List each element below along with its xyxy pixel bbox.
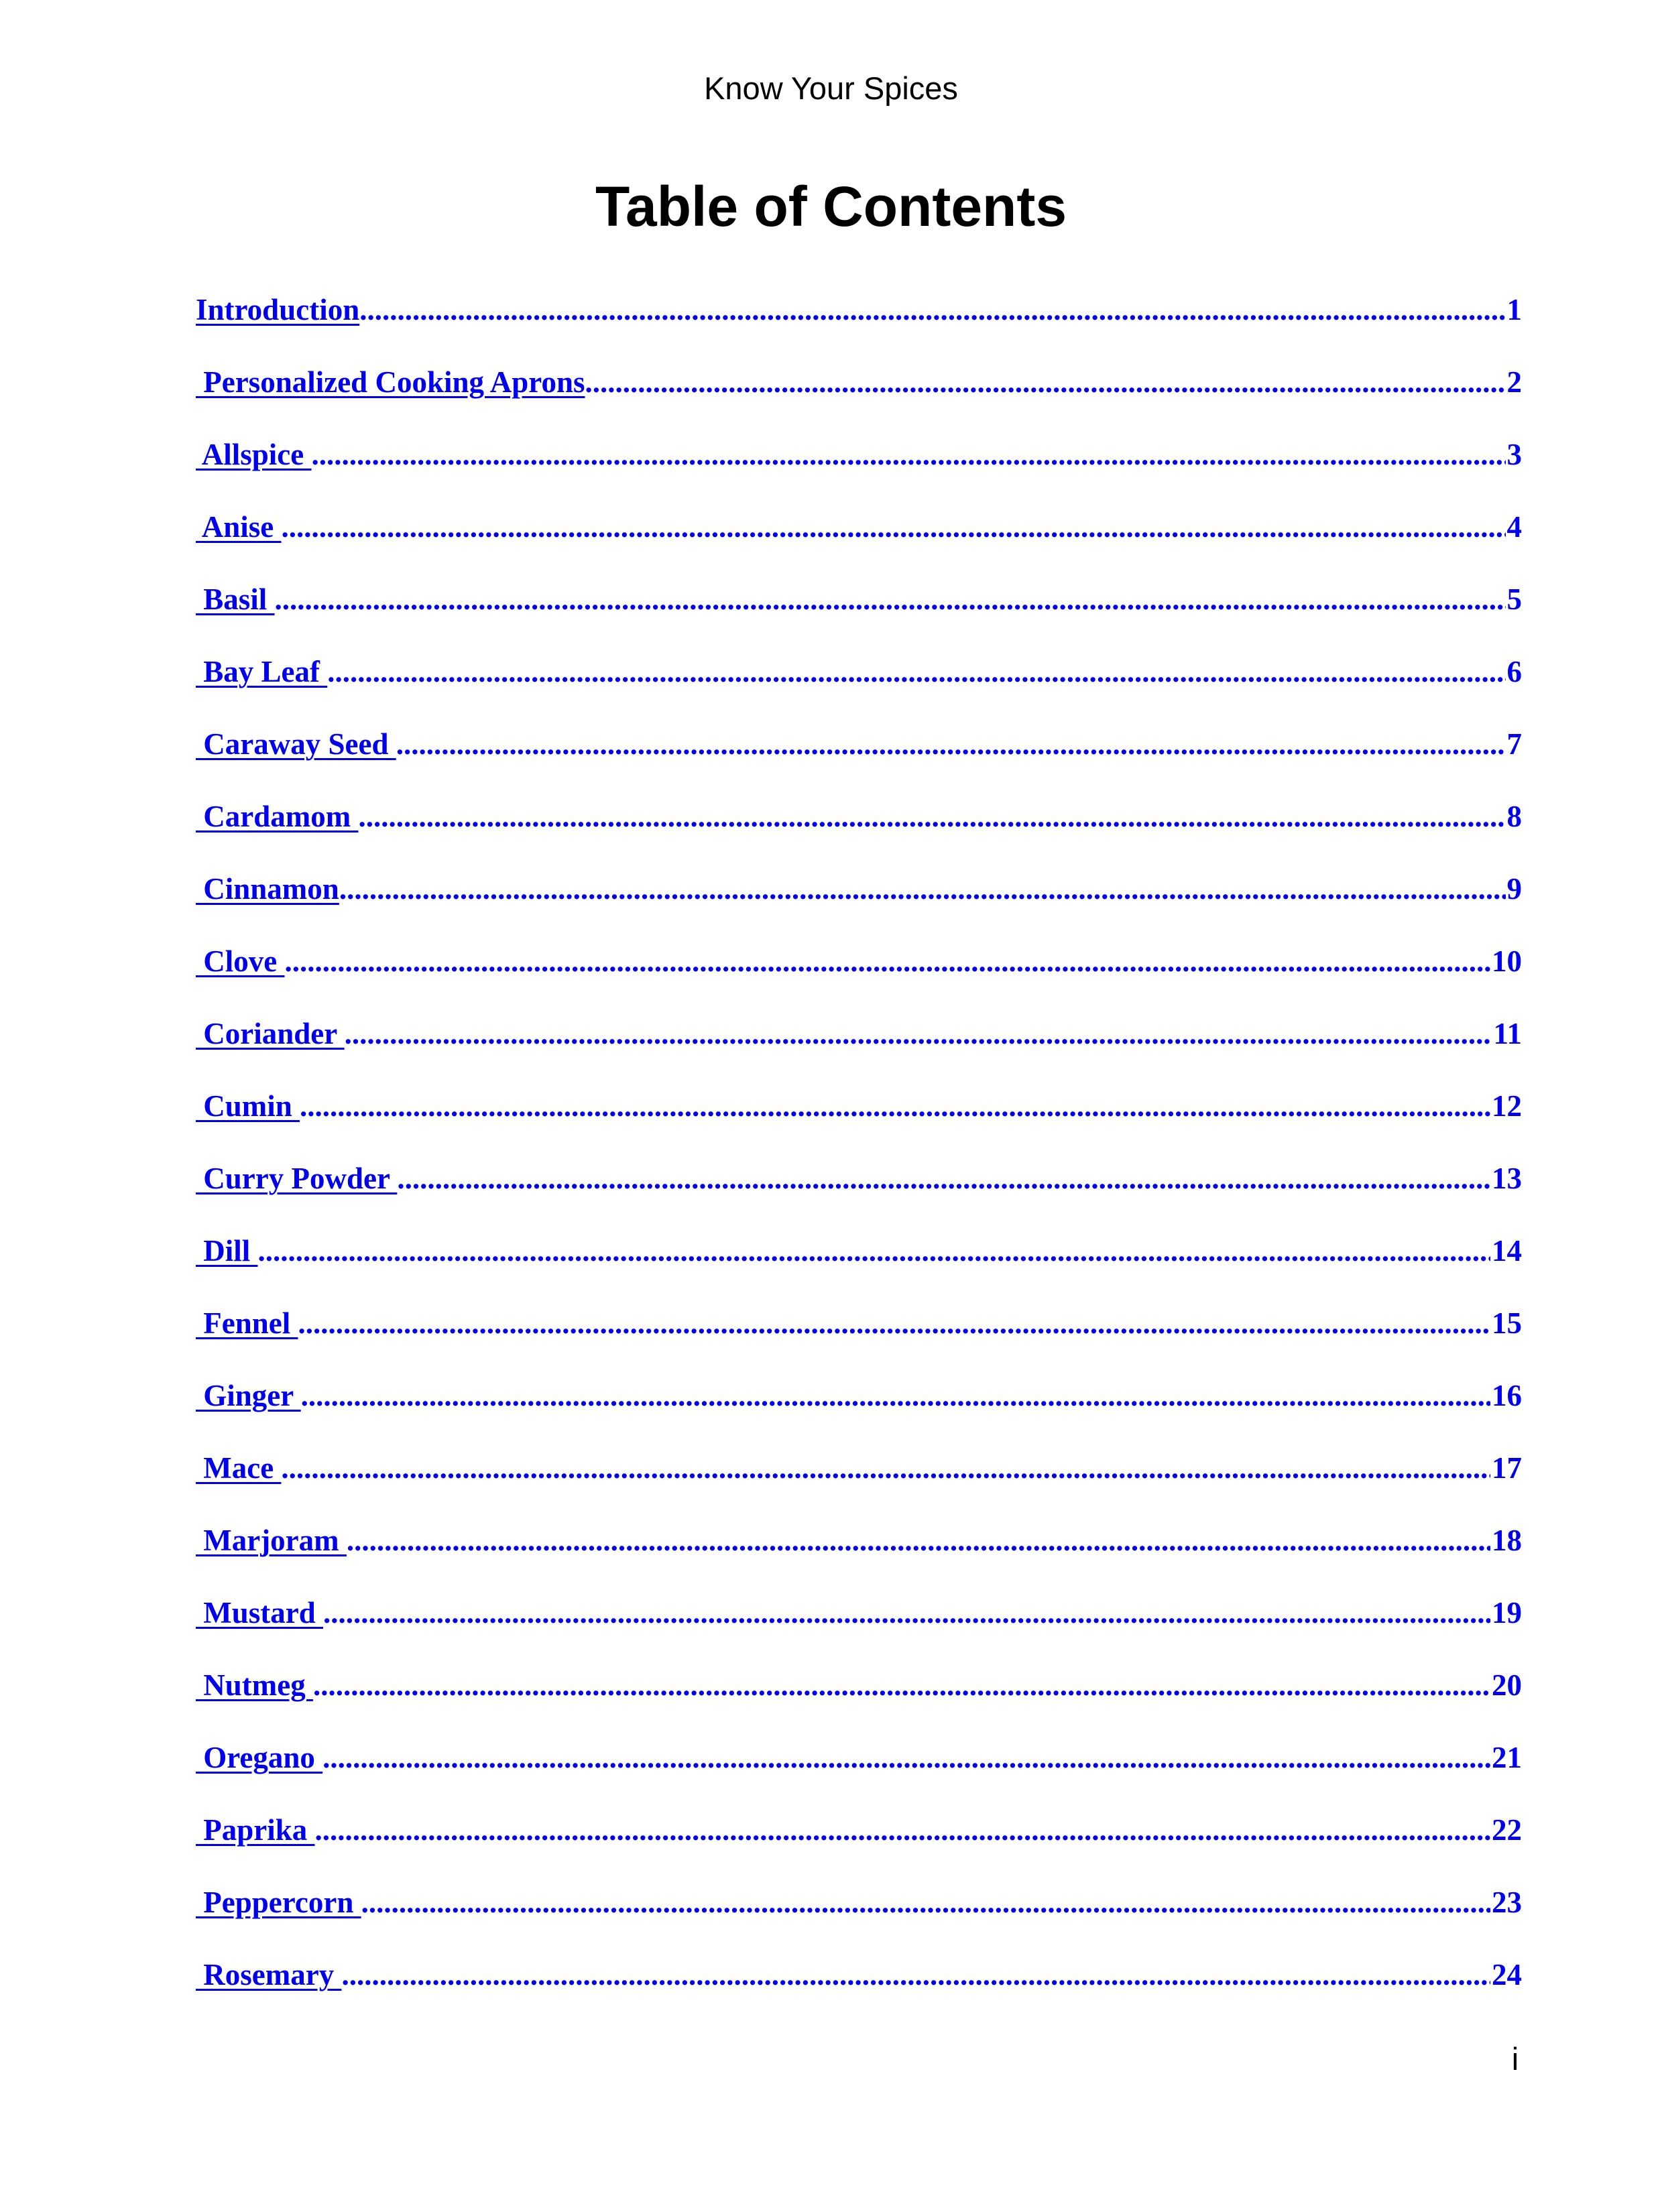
toc-entry-bay-leaf[interactable] [196,650,1522,723]
toc-entry-label[interactable]: Bay Leaf [196,655,328,688]
toc-entry-label[interactable]: Oregano [196,1741,323,1774]
toc-entry-label[interactable]: Mustard [196,1596,323,1630]
toc-entry-page: 6 [1506,655,1522,688]
toc-entry-page: 20 [1492,1668,1522,1702]
toc-entry-label[interactable]: Curry Powder [196,1162,398,1195]
page-title: Table of Contents [595,175,1067,238]
dot-leader [281,1447,1490,1489]
toc-entry-rosemary[interactable] [196,1953,1522,2026]
toc-entry-mustard[interactable] [196,1591,1522,1664]
dot-leader [327,650,1505,693]
toc-entry-page: 12 [1492,1089,1522,1123]
toc-entry-page: 21 [1492,1741,1522,1774]
toc-entry-ginger[interactable] [196,1374,1522,1447]
toc-entry-label[interactable]: Cardamom [196,800,359,833]
toc-entry-allspice[interactable] [196,433,1522,505]
page-number: i [1511,2041,1519,2077]
toc-entry-cardamom[interactable] [196,795,1522,867]
toc-entry-page: 13 [1492,1162,1522,1195]
toc-entry-introduction[interactable] [196,288,1522,361]
toc-entry-page: 4 [1506,510,1522,544]
dot-leader [322,1736,1490,1779]
toc-entry-marjoram[interactable] [196,1519,1522,1591]
dot-leader [275,578,1506,621]
toc-entry-label[interactable]: Caraway Seed [196,727,396,761]
toc-entry-cumin[interactable] [196,1085,1522,1157]
toc-entry-paprika[interactable] [196,1808,1522,1881]
toc-entry-page: 10 [1492,944,1522,978]
dot-leader [282,505,1506,548]
toc-entry-page: 17 [1492,1451,1522,1485]
toc-entry-page: 15 [1492,1306,1522,1340]
toc-entry-page: 7 [1506,727,1522,761]
toc-entry-label[interactable]: Introduction [196,293,360,326]
toc-entry-page: 19 [1492,1596,1522,1630]
toc-entry-label[interactable]: Cinnamon [196,872,339,906]
dot-leader [358,795,1505,838]
dot-leader [361,1881,1490,1924]
dot-leader [347,1519,1490,1562]
dot-leader [359,288,1505,331]
dot-leader [258,1229,1490,1272]
toc-entry-page: 11 [1493,1017,1522,1050]
toc-entry-mace[interactable] [196,1447,1522,1519]
toc-entry-caraway-seed[interactable] [196,723,1522,795]
table-of-contents [196,288,1522,2026]
toc-entry-label[interactable]: Mace [196,1451,282,1485]
dot-leader [298,1302,1491,1345]
toc-entry-page: 2 [1506,365,1522,399]
toc-entry-label[interactable]: Rosemary [196,1958,342,1991]
toc-entry-oregano[interactable] [196,1736,1522,1808]
toc-entry-page: 9 [1506,872,1522,906]
running-header: Know Your Spices [704,70,958,106]
toc-entry-label[interactable]: Peppercorn [196,1886,361,1919]
toc-entry-label[interactable]: Dill [196,1234,258,1268]
toc-entry-curry-powder[interactable] [196,1157,1522,1229]
dot-leader [345,1012,1492,1055]
toc-entry-label[interactable]: Nutmeg [196,1668,313,1702]
toc-entry-nutmeg[interactable] [196,1664,1522,1736]
toc-entry-coriander[interactable] [196,1012,1522,1085]
toc-entry-page: 23 [1492,1886,1522,1919]
toc-entry-label[interactable]: Personalized Cooking Aprons [196,365,585,399]
toc-entry-personalized-cooking-aprons[interactable] [196,361,1522,433]
toc-entry-label[interactable]: Anise [196,510,282,544]
toc-entry-page: 18 [1492,1524,1522,1557]
toc-entry-page: 3 [1506,438,1522,471]
toc-entry-anise[interactable] [196,505,1522,578]
toc-entry-label[interactable]: Coriander [196,1017,345,1050]
dot-leader [397,1157,1490,1200]
toc-entry-basil[interactable] [196,578,1522,650]
dot-leader [323,1591,1490,1634]
dot-leader [301,1374,1490,1417]
toc-entry-label[interactable]: Allspice [196,438,312,471]
toc-entry-dill[interactable] [196,1229,1522,1302]
toc-entry-page: 14 [1492,1234,1522,1268]
toc-entry-page: 16 [1492,1379,1522,1412]
toc-entry-label[interactable]: Ginger [196,1379,301,1412]
toc-entry-fennel[interactable] [196,1302,1522,1374]
dot-leader [315,1808,1490,1851]
dot-leader [312,433,1506,476]
dot-leader [396,723,1506,765]
toc-entry-label[interactable]: Clove [196,944,285,978]
toc-entry-clove[interactable] [196,940,1522,1012]
dot-leader [585,361,1506,404]
dot-leader [341,1953,1490,1996]
dot-leader [284,940,1490,983]
toc-entry-cinnamon[interactable] [196,867,1522,940]
dot-leader [339,867,1506,910]
toc-entry-label[interactable]: Paprika [196,1813,315,1847]
toc-entry-label[interactable]: Cumin [196,1089,300,1123]
toc-entry-label[interactable]: Marjoram [196,1524,347,1557]
toc-entry-page: 8 [1506,800,1522,833]
toc-entry-label[interactable]: Fennel [196,1306,298,1340]
toc-entry-label[interactable]: Basil [196,582,275,616]
toc-entry-page: 1 [1506,293,1522,326]
dot-leader [313,1664,1490,1707]
toc-entry-peppercorn[interactable] [196,1881,1522,1953]
dot-leader [300,1085,1490,1127]
toc-entry-page: 24 [1492,1958,1522,1991]
toc-entry-page: 5 [1506,582,1522,616]
toc-entry-page: 22 [1492,1813,1522,1847]
